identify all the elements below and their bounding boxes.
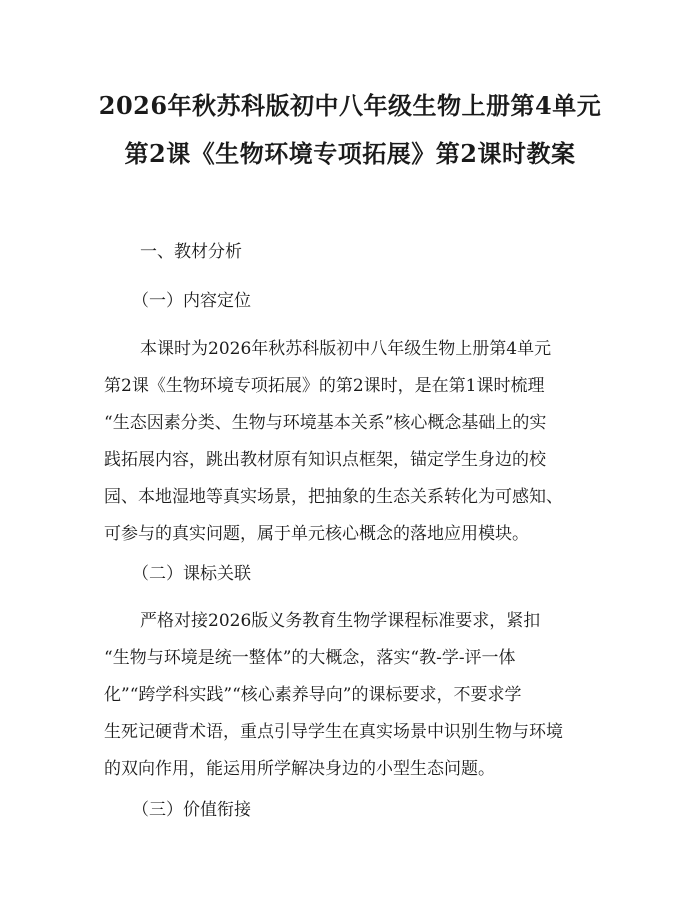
paragraph-line: “生态因素分类、生物与环境基本关系”核心概念基础上的实 <box>104 413 547 433</box>
subsection-heading-standards: （二）课标关联 <box>132 564 251 584</box>
section-heading-analysis: 一、教材分析 <box>140 242 242 262</box>
paragraph-line: 生死记硬背术语，重点引导学生在真实场景中识别生物与环境 <box>104 722 563 742</box>
subsection-heading-content: （一）内容定位 <box>132 291 251 311</box>
paragraph-line: “生物与环境是统一整体”的大概念，落实“教-学-评一体 <box>104 648 516 668</box>
paragraph-standards <box>104 603 604 788</box>
paragraph-line: 第2课《生物环境专项拓展》的第2课时，是在第1课时梳理 <box>104 376 545 396</box>
paragraph-line: 本课时为2026年秋苏科版初中八年级生物上册第4单元 <box>140 339 552 359</box>
paragraph-line: 严格对接2026版义务教育生物学课程标准要求，紧扣 <box>140 611 541 631</box>
paragraph-line: 园、本地湿地等真实场景，把抽象的生态关系转化为可感知、 <box>104 487 563 507</box>
subsection-heading-value: （三）价值衔接 <box>132 800 251 820</box>
paragraph-line: 践拓展内容，跳出教材原有知识点框架，锚定学生身边的校 <box>104 450 546 470</box>
document-title: 2026年秋苏科版初中八年级生物上册第4单元第2课《生物环境专项拓展》第2课时教案 <box>98 91 602 168</box>
paragraph-content-positioning <box>104 331 604 553</box>
paragraph-line: 化”“跨学科实践”“核心素养导向”的课标要求，不要求学 <box>104 685 522 705</box>
paragraph-line: 可参与的真实问题，属于单元核心概念的落地应用模块。 <box>104 524 529 544</box>
paragraph-line: 的双向作用，能运用所学解决身边的小型生态问题。 <box>104 759 495 779</box>
